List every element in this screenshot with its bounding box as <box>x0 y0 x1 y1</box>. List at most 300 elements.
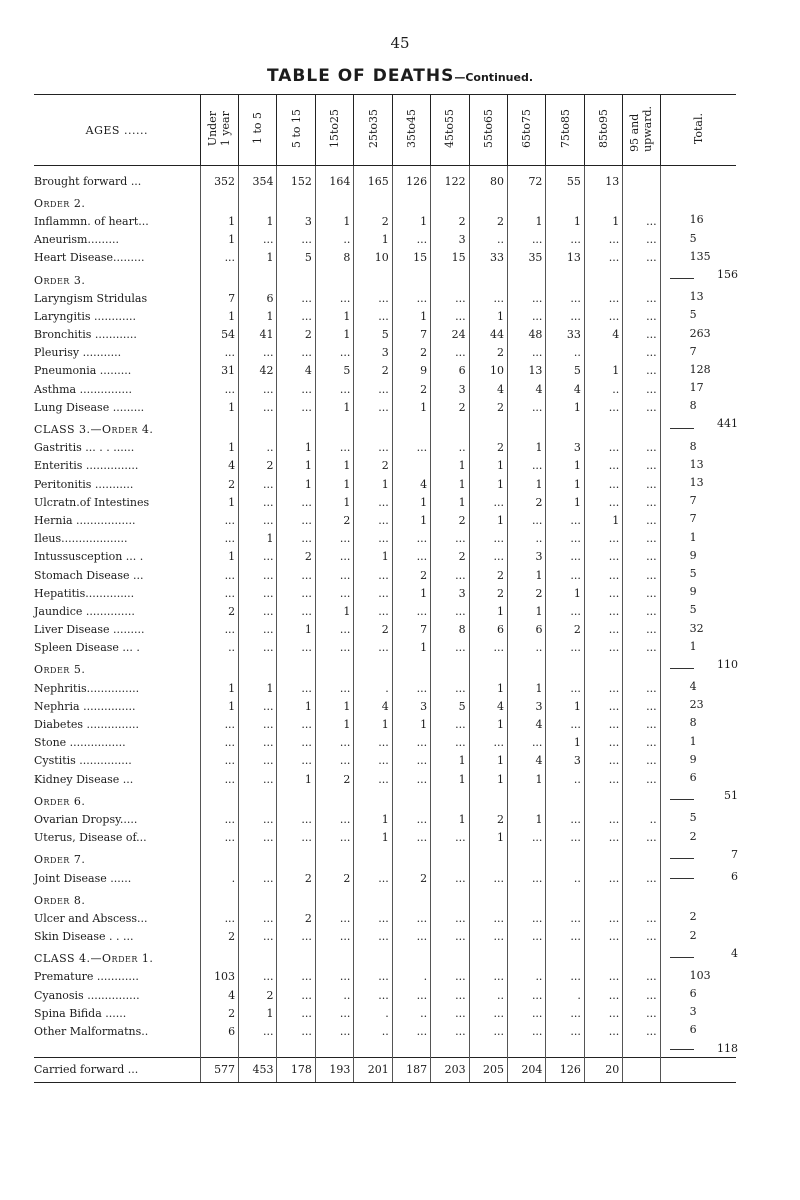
age-cell: 1 <box>277 475 315 493</box>
age-cell: ... <box>508 829 546 847</box>
age-cell: ... <box>508 344 546 362</box>
age-cell <box>623 166 660 191</box>
empty-cell <box>584 847 622 869</box>
empty-cell <box>469 190 507 212</box>
empty-cell <box>239 1041 277 1058</box>
age-cell: ... <box>354 398 392 416</box>
age-cell: 2 <box>392 380 430 398</box>
age-cell: ... <box>584 752 622 770</box>
age-cell: ... <box>354 986 392 1004</box>
age-cell: ... <box>431 530 469 548</box>
empty-cell <box>584 788 622 810</box>
age-cell: ... <box>239 566 277 584</box>
empty-cell <box>277 788 315 810</box>
age-cell: ... <box>623 439 660 457</box>
age-cell: 54 <box>200 326 238 344</box>
age-cell: 24 <box>431 326 469 344</box>
empty-cell <box>200 788 238 810</box>
age-cell: 1 <box>508 475 546 493</box>
age-cell: 2 <box>277 548 315 566</box>
age-cell: ... <box>277 493 315 511</box>
table-body <box>34 166 736 1083</box>
section-heading-row <box>34 847 736 869</box>
cause-label: Ulcratn.of Intestines <box>34 493 200 511</box>
cause-label: Premature ............ <box>34 968 200 986</box>
age-cell <box>584 344 622 362</box>
age-cell: ... <box>584 398 622 416</box>
age-cell: ... <box>623 493 660 511</box>
age-cell: 2 <box>469 212 507 230</box>
age-cell: ... <box>354 770 392 788</box>
age-cell: 122 <box>431 166 469 191</box>
cause-label: Other Malformatns.. <box>34 1022 200 1040</box>
total-value: 13 <box>689 457 704 471</box>
empty-cell <box>584 946 622 968</box>
empty-cell <box>508 1041 546 1058</box>
empty-cell <box>623 267 660 289</box>
total-cell <box>660 602 736 620</box>
age-cell: 1 <box>200 493 238 511</box>
subtotal-rule <box>670 1049 694 1050</box>
age-cell: ... <box>315 1004 353 1022</box>
age-cell: ... <box>392 810 430 828</box>
age-col-header: 25to35 <box>354 95 392 166</box>
empty-cell <box>277 416 315 438</box>
age-cell: ... <box>508 869 546 887</box>
age-cell: ... <box>277 344 315 362</box>
age-cell: 1 <box>546 457 584 475</box>
age-cell: ... <box>623 307 660 325</box>
age-cell: ... <box>469 968 507 986</box>
age-cell: 1 <box>315 697 353 715</box>
age-cell: 4 <box>200 986 238 1004</box>
age-cell: ... <box>239 602 277 620</box>
age-cell: .. <box>546 770 584 788</box>
table-row <box>34 289 736 307</box>
age-cell: ... <box>277 734 315 752</box>
empty-cell <box>315 657 353 679</box>
age-cell: 1 <box>584 362 622 380</box>
age-cell: ... <box>239 697 277 715</box>
age-cell: ... <box>392 909 430 927</box>
total-cell <box>660 362 736 380</box>
age-cell: ... <box>431 307 469 325</box>
age-cell: 1 <box>200 307 238 325</box>
age-cell: ... <box>584 584 622 602</box>
total-wrap <box>664 362 736 380</box>
empty-cell <box>277 657 315 679</box>
age-cell: ... <box>315 530 353 548</box>
age-cell: 20 <box>584 1057 622 1082</box>
age-cell: 165 <box>354 166 392 191</box>
subtotal-value: 4 <box>731 946 738 960</box>
age-cell: ... <box>584 869 622 887</box>
age-cell: ... <box>354 909 392 927</box>
age-cell: 80 <box>469 166 507 191</box>
total-cell <box>660 530 736 548</box>
age-cell: ... <box>469 639 507 657</box>
age-cell: 2 <box>277 326 315 344</box>
age-cell: 1 <box>508 566 546 584</box>
total-value: 6 <box>689 1023 697 1037</box>
age-cell: ... <box>584 289 622 307</box>
cause-label: Carried forward ... <box>34 1057 200 1082</box>
age-col-header: 35to45 <box>392 95 430 166</box>
empty-cell <box>239 847 277 869</box>
cause-label: Ileus................... <box>34 530 200 548</box>
age-cell: ... <box>277 602 315 620</box>
age-cell: .. <box>508 639 546 657</box>
table-title <box>0 66 800 86</box>
age-cell: ... <box>469 289 507 307</box>
age-cell: 15 <box>431 249 469 267</box>
age-cell: ... <box>200 511 238 529</box>
empty-cell <box>469 946 507 968</box>
age-cell: ... <box>354 968 392 986</box>
total-cell <box>660 715 736 733</box>
age-cell: ... <box>508 231 546 249</box>
age-cell: 1 <box>392 212 430 230</box>
age-cell: ... <box>508 928 546 946</box>
total-wrap <box>664 398 736 416</box>
age-cell: .. <box>431 439 469 457</box>
empty-label <box>34 1041 200 1058</box>
table-row <box>34 621 736 639</box>
total-cell <box>660 584 736 602</box>
total-cell <box>660 621 736 639</box>
age-cell: 1 <box>200 439 238 457</box>
empty-cell <box>469 267 507 289</box>
empty-cell <box>315 1041 353 1058</box>
total-wrap <box>664 231 736 249</box>
age-cell: 5 <box>431 697 469 715</box>
age-cell: 2 <box>392 566 430 584</box>
age-cell: ... <box>239 493 277 511</box>
table-row <box>34 679 736 697</box>
page-number: 45 <box>390 34 410 52</box>
table-row <box>34 770 736 788</box>
age-cell: 1 <box>315 307 353 325</box>
age-cell: 2 <box>392 344 430 362</box>
total-value: 7 <box>689 344 697 358</box>
age-cell: 5 <box>354 326 392 344</box>
age-cell: 4 <box>200 457 238 475</box>
age-cell: ... <box>239 829 277 847</box>
age-cell: ... <box>354 439 392 457</box>
age-cell: ... <box>623 344 660 362</box>
empty-cell <box>623 416 660 438</box>
total-wrap <box>664 584 736 602</box>
age-cell: ... <box>623 734 660 752</box>
empty-cell <box>277 190 315 212</box>
age-cell: ... <box>277 1022 315 1040</box>
age-cell: 1 <box>431 457 469 475</box>
age-cell: 1 <box>469 715 507 733</box>
section-heading: CLASS 4.—Order 1. <box>34 946 200 968</box>
age-cell: ... <box>546 231 584 249</box>
total-wrap <box>664 548 736 566</box>
age-cell: 1 <box>315 715 353 733</box>
age-cell: 1 <box>469 679 507 697</box>
age-cell: ... <box>623 289 660 307</box>
empty-cell <box>508 657 546 679</box>
empty-cell <box>431 190 469 212</box>
age-cell: 2 <box>431 398 469 416</box>
table-row <box>34 380 736 398</box>
age-cell: 1 <box>200 212 238 230</box>
age-cell: ... <box>315 829 353 847</box>
age-cell: ... <box>315 621 353 639</box>
empty-cell <box>315 946 353 968</box>
total-value: 32 <box>689 621 704 635</box>
age-cell: 2 <box>469 584 507 602</box>
empty-cell <box>469 887 507 909</box>
total-wrap <box>664 657 736 679</box>
age-cell: 5 <box>546 362 584 380</box>
age-cell: 1 <box>392 493 430 511</box>
age-cell: 6 <box>469 621 507 639</box>
age-cell: ... <box>315 928 353 946</box>
age-cell: ... <box>584 986 622 1004</box>
age-cell: 126 <box>546 1057 584 1082</box>
empty-cell <box>469 657 507 679</box>
section-heading: Order 8. <box>34 887 200 909</box>
cause-label: Laryngism Stridulas <box>34 289 200 307</box>
section-heading-row <box>34 887 736 909</box>
section-heading: Order 7. <box>34 847 200 869</box>
empty-cell <box>239 190 277 212</box>
age-cell: 1 <box>469 752 507 770</box>
empty-cell <box>623 190 660 212</box>
age-cell: 1 <box>546 493 584 511</box>
age-cell: 2 <box>546 621 584 639</box>
section-heading-row <box>34 190 736 212</box>
age-cell: ... <box>392 439 430 457</box>
table-row <box>34 697 736 715</box>
age-cell: ... <box>200 584 238 602</box>
age-cell: 1 <box>200 398 238 416</box>
empty-cell <box>508 847 546 869</box>
total-value: 9 <box>689 548 697 562</box>
age-cell: 193 <box>315 1057 353 1082</box>
total-wrap <box>664 788 736 810</box>
total-value: 4 <box>689 680 697 694</box>
empty-cell <box>315 416 353 438</box>
empty-cell <box>315 190 353 212</box>
age-cell: ... <box>354 307 392 325</box>
total-value: 2 <box>689 829 697 843</box>
age-cell: 1 <box>277 621 315 639</box>
total-cell <box>660 788 736 810</box>
table-row <box>34 829 736 847</box>
empty-cell <box>508 946 546 968</box>
age-cell: 1 <box>431 493 469 511</box>
total-wrap <box>664 810 736 828</box>
total-cell <box>660 946 736 968</box>
table-row <box>34 566 736 584</box>
total-wrap <box>664 439 736 457</box>
age-cell: 1 <box>200 697 238 715</box>
empty-cell <box>392 657 430 679</box>
age-cell: ... <box>469 1022 507 1040</box>
age-cell: ... <box>623 752 660 770</box>
age-cell: ... <box>584 810 622 828</box>
subtotal-value: 7 <box>731 847 738 861</box>
total-value: 5 <box>689 231 697 245</box>
empty-cell <box>354 657 392 679</box>
subtotal-value: 118 <box>717 1041 738 1055</box>
cause-label: Pleurisy ........... <box>34 344 200 362</box>
empty-cell <box>200 847 238 869</box>
empty-cell <box>469 1041 507 1058</box>
empty-cell <box>392 267 430 289</box>
total-value: 9 <box>689 585 697 599</box>
age-cell: 204 <box>508 1057 546 1082</box>
age-cell: ... <box>508 511 546 529</box>
age-cell <box>623 1057 660 1082</box>
age-cell: ... <box>277 307 315 325</box>
age-cell: 31 <box>200 362 238 380</box>
total-value: 103 <box>689 968 711 982</box>
age-cell: 3 <box>277 212 315 230</box>
age-cell: 1 <box>508 810 546 828</box>
age-cell: 1 <box>546 212 584 230</box>
age-cell: 4 <box>508 752 546 770</box>
empty-cell <box>546 847 584 869</box>
age-cell: ... <box>546 829 584 847</box>
age-cell: . <box>546 986 584 1004</box>
cause-label: Ovarian Dropsy..... <box>34 810 200 828</box>
table-row <box>34 166 736 191</box>
table-row <box>34 493 736 511</box>
empty-cell <box>546 788 584 810</box>
age-cell: ... <box>584 928 622 946</box>
total-wrap <box>664 968 736 986</box>
total-value: 1 <box>689 734 697 748</box>
age-cell: ... <box>546 511 584 529</box>
total-value: 8 <box>689 399 697 413</box>
total-wrap <box>664 380 736 398</box>
age-cell: ... <box>277 639 315 657</box>
cause-label: Stone ................ <box>34 734 200 752</box>
cause-label: Cyanosis ............... <box>34 986 200 1004</box>
age-cell: ... <box>431 715 469 733</box>
age-cell: 3 <box>508 548 546 566</box>
age-cell: ... <box>354 380 392 398</box>
table-row <box>34 810 736 828</box>
age-cell: ... <box>584 439 622 457</box>
cause-label: Cystitis ............... <box>34 752 200 770</box>
age-cell: ... <box>315 380 353 398</box>
age-cell: .. <box>315 986 353 1004</box>
age-cell: 44 <box>469 326 507 344</box>
age-cell: ... <box>431 566 469 584</box>
age-cell: ... <box>277 829 315 847</box>
age-cell: .. <box>239 439 277 457</box>
subtotal-rule <box>670 428 694 429</box>
age-cell: 3 <box>431 584 469 602</box>
section-heading: CLASS 3.—Order 4. <box>34 416 200 438</box>
age-cell: .. <box>200 639 238 657</box>
table-row <box>34 457 736 475</box>
total-cell <box>660 679 736 697</box>
total-cell <box>660 457 736 475</box>
age-cell: ... <box>469 734 507 752</box>
total-cell <box>660 548 736 566</box>
empty-cell <box>546 416 584 438</box>
age-cell: ... <box>508 457 546 475</box>
age-cell: 4 <box>392 475 430 493</box>
age-cell: 6 <box>200 1022 238 1040</box>
empty-cell <box>431 267 469 289</box>
age-cell: ... <box>431 829 469 847</box>
age-cell: 7 <box>200 289 238 307</box>
total-value: 2 <box>689 910 697 924</box>
age-cell: 1 <box>239 679 277 697</box>
age-cell: ... <box>623 530 660 548</box>
age-cell: ... <box>508 909 546 927</box>
age-cell: 2 <box>354 212 392 230</box>
age-cell: ... <box>392 770 430 788</box>
total-wrap <box>664 530 736 548</box>
empty-cell <box>431 887 469 909</box>
age-cell: 4 <box>469 697 507 715</box>
age-cell: ... <box>431 928 469 946</box>
age-cell: 2 <box>469 439 507 457</box>
empty-cell <box>239 416 277 438</box>
total-wrap <box>664 869 736 887</box>
total-wrap <box>664 679 736 697</box>
age-cell: 1 <box>277 770 315 788</box>
cause-label: Inflammn. of heart... <box>34 212 200 230</box>
age-cell: ... <box>623 697 660 715</box>
age-cell: ... <box>354 869 392 887</box>
age-cell: 2 <box>239 457 277 475</box>
age-cell: 103 <box>200 968 238 986</box>
age-cell: 1 <box>354 829 392 847</box>
table-row <box>34 475 736 493</box>
age-cell: ... <box>239 734 277 752</box>
total-cell <box>660 986 736 1004</box>
age-cell: ... <box>277 289 315 307</box>
age-cell: 1 <box>239 1004 277 1022</box>
age-cell: 354 <box>239 166 277 191</box>
age-cell: ... <box>277 584 315 602</box>
age-cell: ... <box>392 734 430 752</box>
age-cell: 9 <box>392 362 430 380</box>
total-cell <box>660 734 736 752</box>
empty-cell <box>354 190 392 212</box>
age-cell: ... <box>431 289 469 307</box>
cause-label: Nephria ............... <box>34 697 200 715</box>
age-cell: 1 <box>315 212 353 230</box>
age-cell: 8 <box>315 249 353 267</box>
total-cell <box>660 1057 736 1082</box>
age-cell: ... <box>623 715 660 733</box>
age-cell: ... <box>354 752 392 770</box>
age-cell: ... <box>546 679 584 697</box>
total-wrap <box>664 493 736 511</box>
age-cell: ... <box>239 584 277 602</box>
age-cell: 1 <box>469 770 507 788</box>
empty-cell <box>392 416 430 438</box>
age-cell: 203 <box>431 1057 469 1082</box>
age-cell: ... <box>200 621 238 639</box>
age-cell: ... <box>392 679 430 697</box>
age-cell: ... <box>546 548 584 566</box>
age-cell: 1 <box>315 326 353 344</box>
total-wrap <box>664 1004 736 1022</box>
